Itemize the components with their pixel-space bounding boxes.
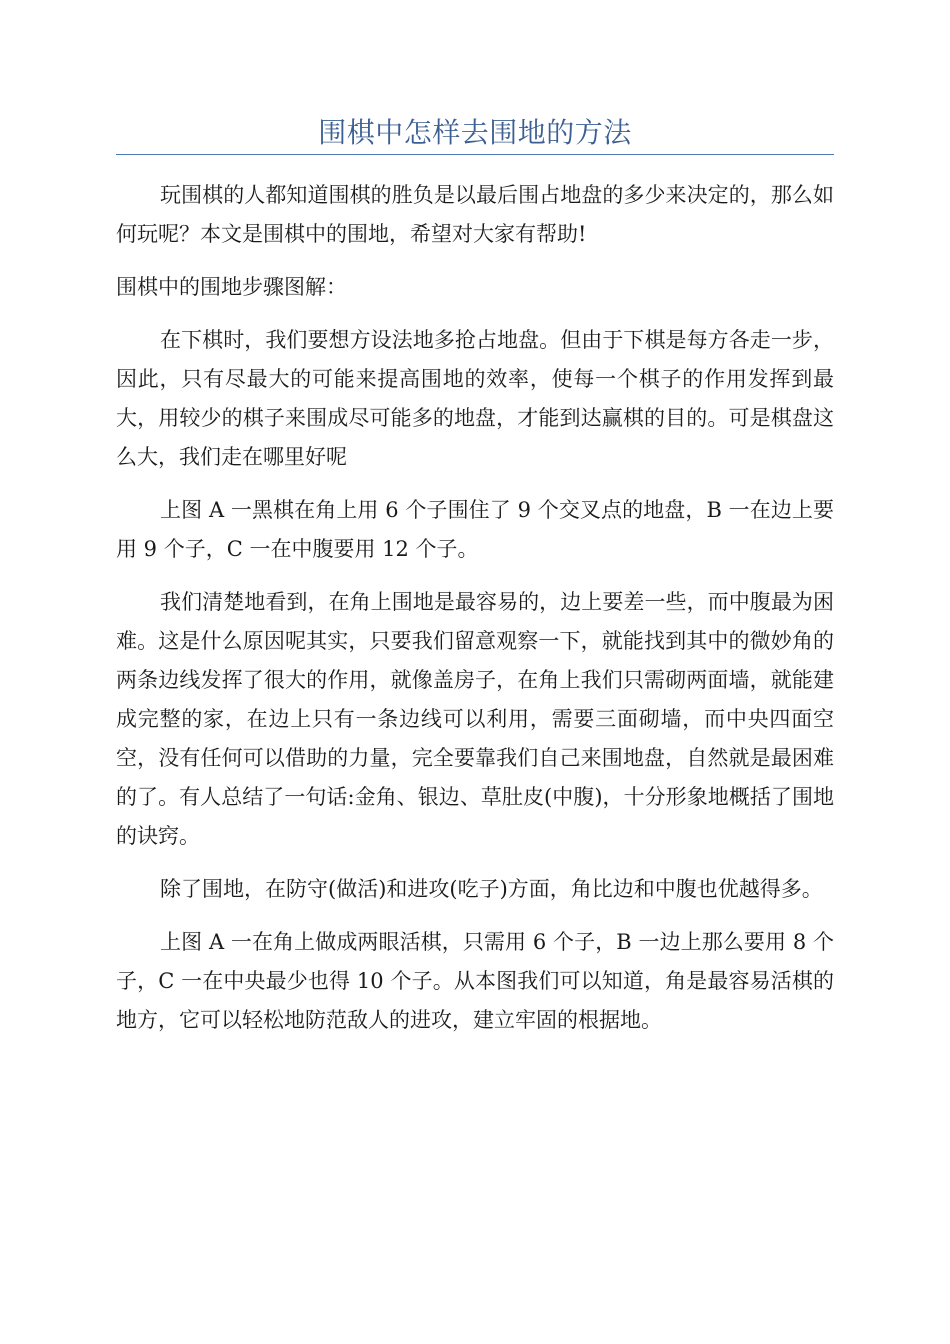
paragraph-defense-attack: 除了围地，在防守(做活)和进攻(吃子)方面，角比边和中腹也优越得多。 bbox=[160, 877, 823, 901]
paragraph-corner-side-center: 我们清楚地看到，在角上围地是最容易的，边上要差一些，而中腹最为困难。这是什么原因呢其实，只要我们留意观察一下，就能找到其中的微妙角的两条边线发挥了很大的作用，就像盖房子，在角上我们只需砌两面墙，就能建成完整的家，在边上只有一条边线可以利用，需要三面砌墙，而中央四面空空，没有任何可以借助的力量，完全要靠我们自己来围地盘，自然就是最困难的了。有人总结了一句话:金角、银边、草肚皮(中腹)，十分形象地概括了围地的诀窍。 bbox=[116, 590, 834, 848]
document-body bbox=[116, 176, 834, 1054]
section-heading: 围棋中的围地步骤图解： bbox=[116, 275, 347, 299]
title-underline bbox=[116, 154, 834, 155]
paragraph-intro: 玩围棋的人都知道围棋的胜负是以最后围占地盘的多少来决定的，那么如何玩呢？本文是围棋中的围地，希望对大家有帮助! bbox=[116, 183, 834, 246]
paragraph-strategy: 在下棋时，我们要想方设法地多抢占地盘。但由于下棋是每方各走一步，因此，只有尽最大的可能来提高围地的效率，使每一个棋子的作用发挥到最大，用较少的棋子来围成尽可能多的地盘，才能到达赢棋的目的。可是棋盘这么大，我们走在哪里好呢 bbox=[116, 328, 834, 469]
document-title: 围棋中怎样去围地的方法 bbox=[318, 116, 632, 149]
paragraph-figure-living: 上图 A 一在角上做成两眼活棋，只需用 6 个子，B 一边上那么要用 8 个子，C 一在中央最少也得 10 个子。从本图我们可以知道，角是最容易活棋的地方，它可以轻松地防范敌人的进攻，建立牢固的根据地。 bbox=[116, 930, 834, 1032]
paragraph-figure-territory: 上图 A 一黑棋在角上用 6 个子围住了 9 个交叉点的地盘，B 一在边上要用 9 个子，C 一在中腹要用 12 个子。 bbox=[116, 498, 834, 561]
